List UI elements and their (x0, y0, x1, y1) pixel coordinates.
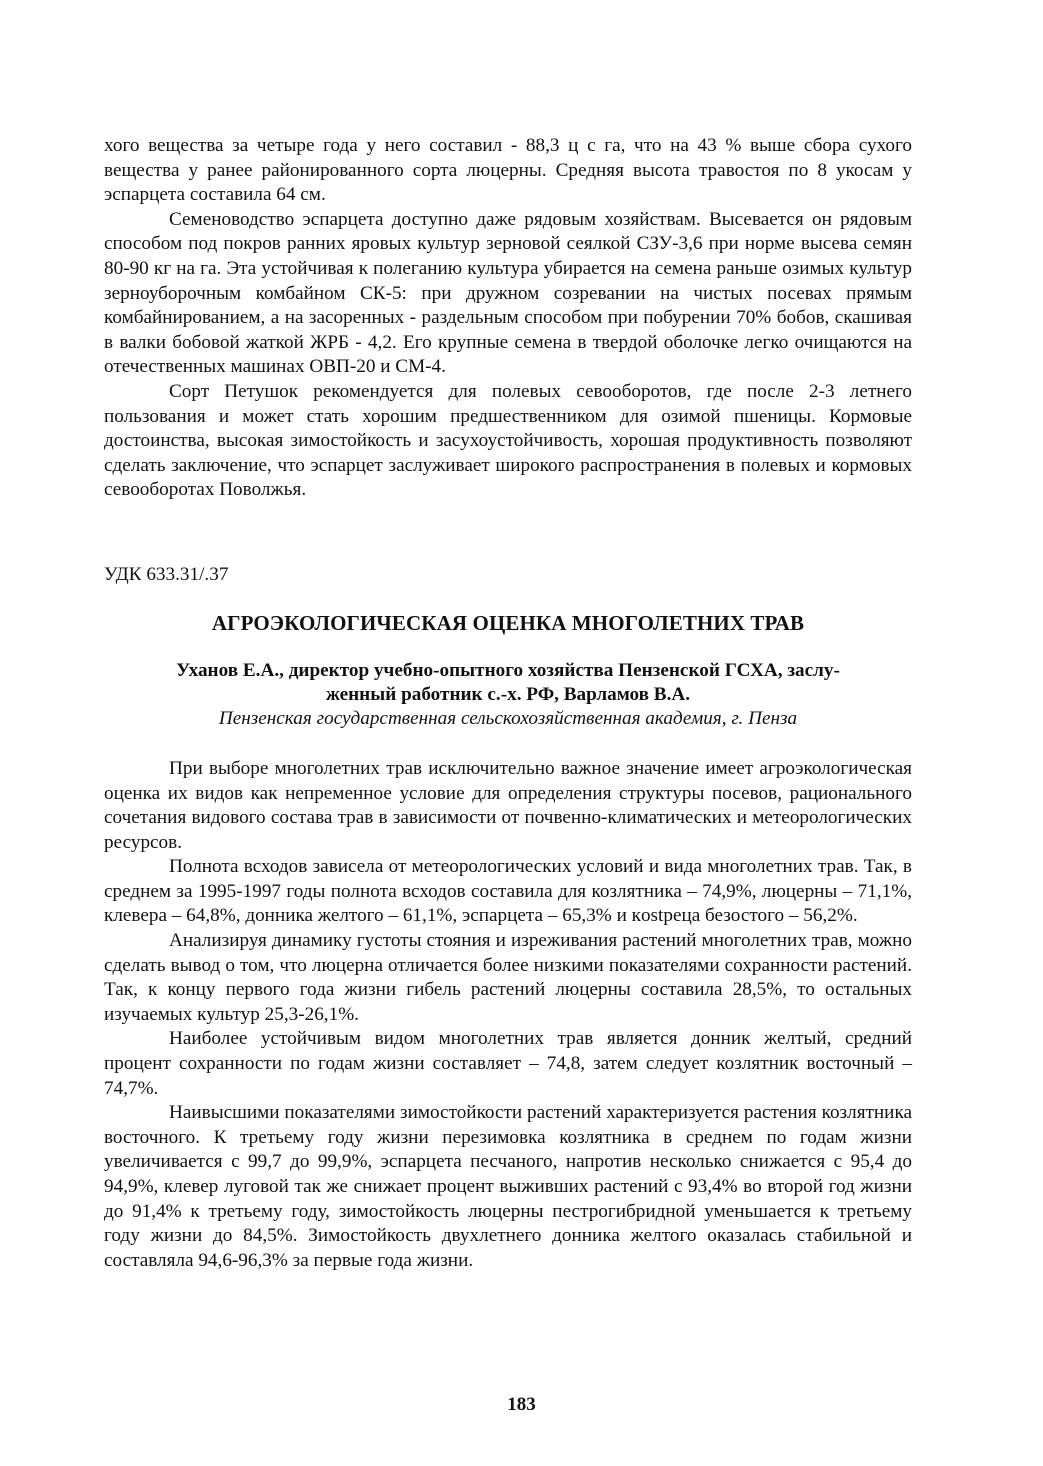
article-paragraph-3: Анализируя динамику густоты стояния и изреживания растений многолетних трав, можно сделать вывод о том, что люцерна отличается более низкими показателями сохранности растений. Так, к концу первого года жизни гибель растений люцерны составила 28,5%, то остальных изучаемых культур 25,3-26,1%. (104, 930, 912, 1025)
article-body (104, 757, 912, 1273)
continued-paragraph-1: хого вещества за четыре года у него составил - 88,3 ц с га, что на 43 % выше сбора сухого вещества у ранее районированного сорта люцерны. Средняя высота травостоя по 8 укосам у эспарцета составила 64 см. (104, 135, 912, 206)
authors-line-1: Уханов Е.А., директор учебно-опытного хозяйства Пензенской ГСХА, заслу- (176, 659, 840, 681)
article-affiliation: Пензенская государственная сельскохозяйственная академия, г. Пенза (218, 707, 798, 729)
page-number: 183 (507, 1394, 536, 1415)
article-paragraph-4: Наиболее устойчивым видом многолетних трав является донник желтый, средний процент сохранности по годам жизни составляет – 74,8, затем следует козлятник восточный – 74,7%. (104, 1028, 912, 1099)
article-title: АГРОЭКОЛОГИЧЕСКАЯ ОЦЕНКА МНОГОЛЕТНИХ ТРАВ (211, 610, 805, 635)
continued-paragraph-3: Сорт Петушок рекомендуется для полевых севооборотов, где после 2-3 летнего пользования и может стать хорошим предшественником для озимой пшеницы. Кормовые достоинства, высокая зимостойкость и засухоустойчивость, хорошая продуктивность позволяют сделать заключение, что эспарцет заслуживает широкого распространения в полевых и кормовых севооборотах Поволжья. (104, 380, 912, 501)
udk-code: УДК 633.31/.37 (104, 563, 229, 585)
page-content (104, 134, 912, 1273)
article-paragraph-2: Полнота всходов зависела от метеорологических условий и вида многолетних трав. Так, в среднем за 1995-1997 годы полнота всходов составила для козлятника – 74,9%, люцерны – 71,1%, клевера – 64,8%, донника желтого – 61,1%, эспарцета – 65,3% и кostреца безостого – 56,2%. (104, 856, 912, 927)
article-paragraph-5: Наивысшими показателями зимостойкости растений характеризуется растения козлятника восточного. К третьему году жизни перезимовка козлятника в среднем по годам жизни увеличивается с 99,7 до 99,9%, эспарцета песчаного, напротив несколько снижается с 95,4 до 94,9%, клевер луговой так же снижает процент выживших растений с 93,4% во второй год жизни до 91,4% к третьему году, зимостойкость люцерны пестрогибридной уменьшается к третьему году жизни до 84,5%. Зимостойкость двухлетнего донника желтого оказалась стабильной и составляла 94,6-96,3% за первые года жизни. (104, 1102, 912, 1271)
continued-paragraph-2: Семеноводство эспарцета доступно даже рядовым хозяйствам. Высевается он рядовым способом под покров ранних яровых культур зерновой сеялкой СЗУ-3,6 при норме высева семян 80-90 кг на га. Эта устойчивая к полеганию культура убирается на семена раньше озимых культур зерноуборочным комбайном СК-5: при дружном созревании на чистых посевах прямым комбайнированием, а на засоренных - раздельным способом при побурении 70% бобов, скашивая в валки бобовой жаткой ЖРБ - 4,2. Его крупные семена в твердой оболочке легко очищаются на отечественных машинах ОВП-20 и СМ-4. (104, 208, 912, 378)
article-authors (104, 659, 912, 707)
article-paragraph-1: При выборе многолетних трав исключительно важное значение имеет агроэкологическая оценка их видов как непременное условие для определения структуры посевов, рационального сочетания видового состава трав в зависимости от почвенно-климатических и метеорологических ресурсов. (104, 757, 912, 853)
authors-line-2: женный работник с.-х. РФ, Варламов В.А. (325, 683, 691, 705)
